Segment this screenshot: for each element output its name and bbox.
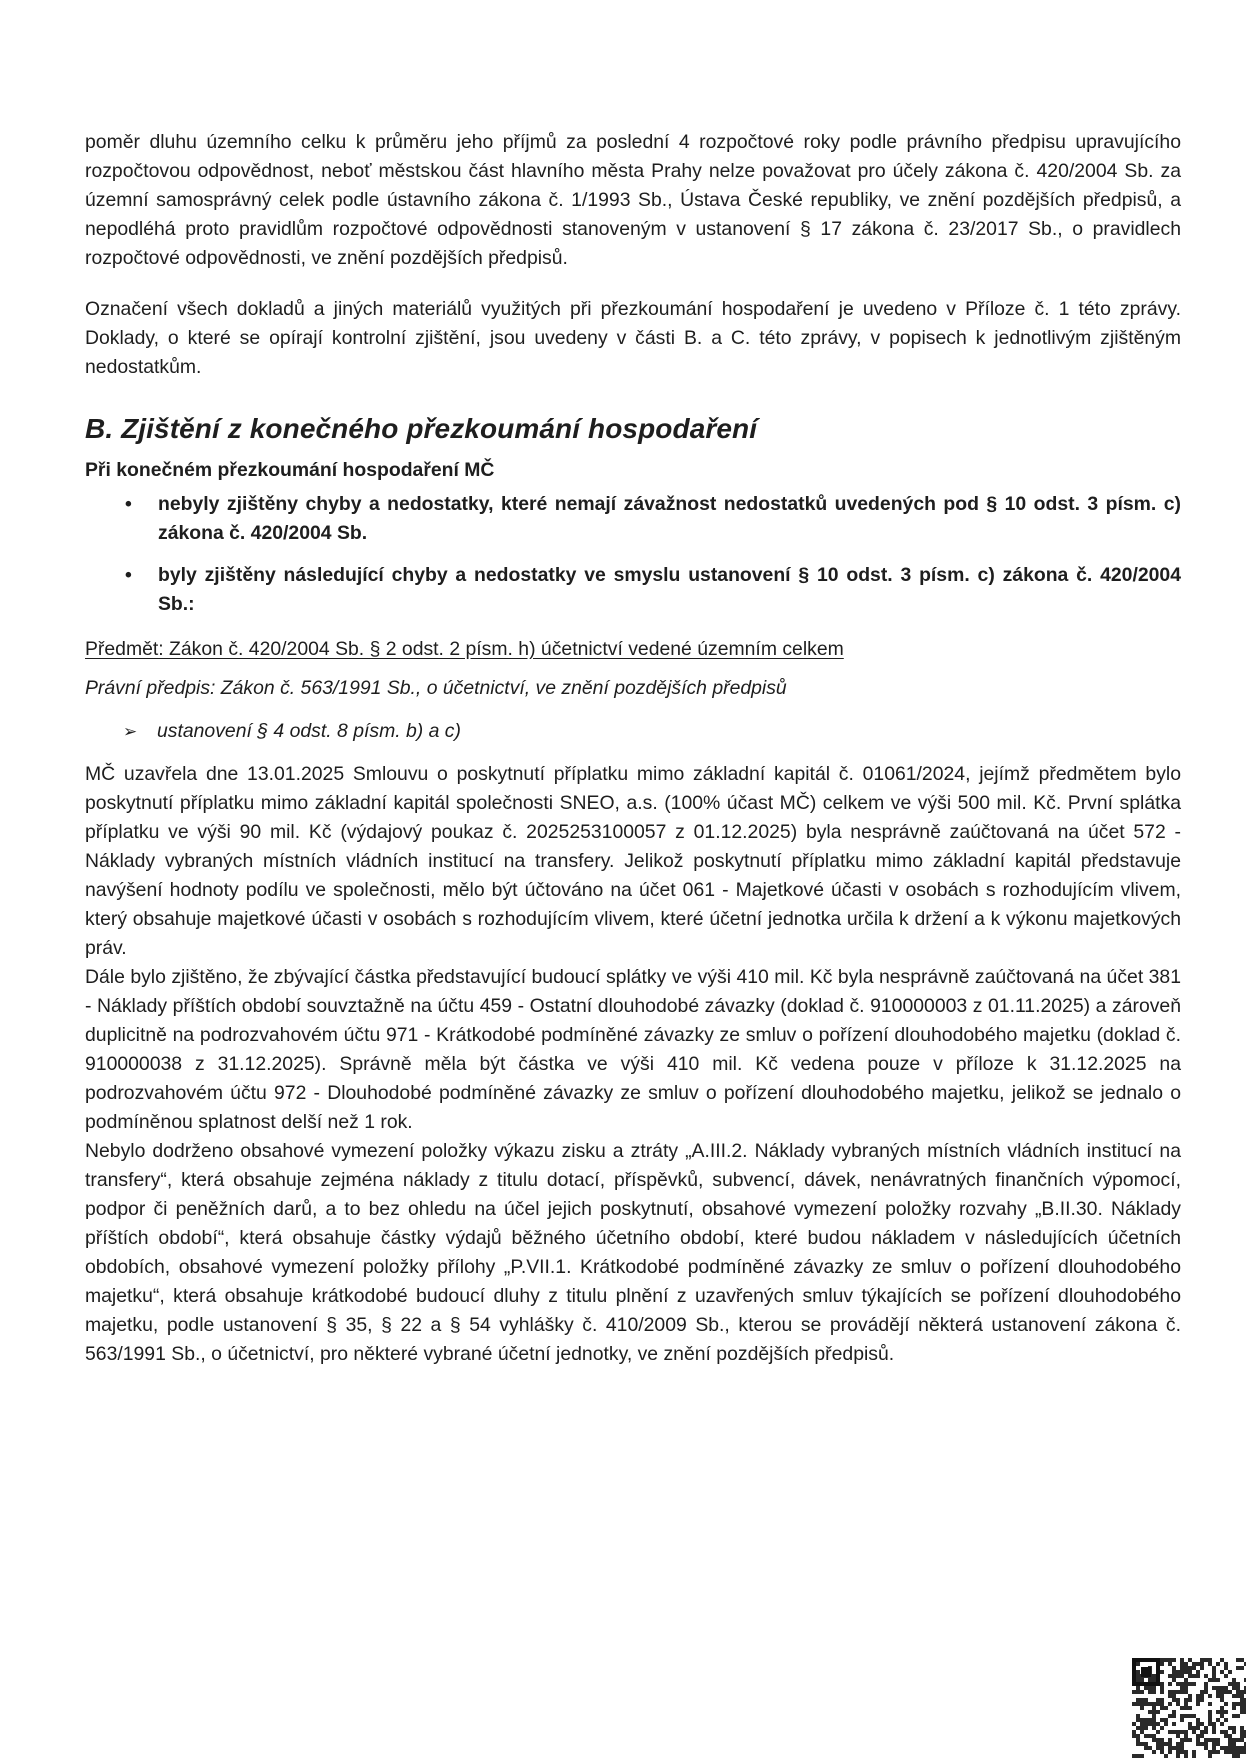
bullet-icon: •: [125, 564, 132, 586]
arrow-right-icon: ➢: [123, 722, 138, 741]
provision-item: [85, 717, 1181, 746]
document-page: [85, 128, 1181, 1369]
intro-paragraph: poměr dluhu územního celku k průměru jeho příjmů za poslední 4 rozpočtové roky podle právního předpisu upravujícího rozpočtovou odpovědnost, neboť městskou část hlavního města Prahy nelze považovat pro účely zákona č. 420/2004 Sb. za územní samosprávný celek podle ústavního zákona č. 1/1993 Sb., Ústava České republiky, ve znění pozdějších předpisů, a nepodléhá proto pravidlům rozpočtové odpovědnosti stanoveným v ustanovení § 17 zákona č. 23/2017 Sb., o pravidlech rozpočtové odpovědnosti, ve znění pozdějších předpisů.: [85, 131, 1181, 269]
list-item-text: nebyly zjištěny chyby a nedostatky, které nemají závažnost nedostatků uvedených pod § 10 odst. 3 písm. c) zákona č. 420/2004 Sb.: [158, 493, 1181, 544]
finding-paragraph: MČ uzavřela dne 13.01.2025 Smlouvu o poskytnutí příplatku mimo základní kapitál č. 01061/2024, jejímž předmětem bylo poskytnutí příplatku mimo základní kapitál společnosti SNEO, a.s. (100% účast MČ) celkem ve výši 500 mil. Kč. První splátka příplatku ve výši 90 mil. Kč (výdajový poukaz č. 2025253100057 z 01.12.2025) byla nesprávně zaúčtovaná na účet 572 - Náklady vybraných místních vládních institucí na transfery. Jelikož poskytnutí příplatku mimo základní kapitál představuje navýšení hodnoty podílu ve společnosti, mělo být účtováno na účet 061 - Majetkové účasti v osobách s rozhodujícím vlivem, který obsahuje majetkové účasti v osobách s rozhodujícím vlivem, které účetní jednotka určila k držení a k výkonu majetkových práv.: [85, 763, 1181, 959]
list-item: [85, 561, 1181, 619]
subject-line: Předmět: Zákon č. 420/2004 Sb. § 2 odst. 2 písm. h) účetnictví vedené územním celkem: [85, 638, 844, 660]
list-item: [85, 490, 1181, 548]
findings-summary-list: [85, 490, 1181, 619]
bullet-icon: •: [125, 493, 132, 515]
finding-paragraph: Nebylo dodrženo obsahové vymezení položky výkazu zisku a ztráty „A.III.2. Náklady vybraných místních vládních institucí na transfery“, která obsahuje zejména náklady z titulu dotací, příspěvků, subvencí, dávek, nenávratných finančních výpomocí, podpor či peněžních darů, a to bez ohledu na účel jejich poskytnutí, obsahové vymezení položky rozvahy „B.II.30. Náklady příštích období“, která obsahuje částky výdajů běžného účetního období, které budou nákladem v následujících účetních obdobích, obsahové vymezení položky přílohy „P.VII.1. Krátkodobé podmíněné závazky ze smluv o pořízení dlouhodobého majetku“, která obsahuje krátkodobé budoucí dluhy z titulu plnění z uzavřených smluv týkajících se pořízení dlouhodobého majetku, podle ustanovení § 35, § 22 a § 54 vyhlášky č. 410/2009 Sb., kterou se provádějí některá ustanovení zákona č. 563/1991 Sb., o účetnictví, pro některé vybrané účetní jednotky, ve znění pozdějších předpisů.: [85, 1140, 1181, 1365]
documents-paragraph: Označení všech dokladů a jiných materiálů využitých při přezkoumání hospodaření je uvedeno v Příloze č. 1 této zprávy. Doklady, o které se opírají kontrolní zjištění, jsou uvedeny v části B. a C. této zprávy, v popisech k jednotlivým zjištěným nedostatkům.: [85, 298, 1181, 378]
list-item-text: byly zjištěny následující chyby a nedostatky ve smyslu ustanovení § 10 odst. 3 písm. c) zákona č. 420/2004 Sb.:: [158, 564, 1181, 615]
qr-code-icon: [1132, 1658, 1246, 1758]
finding-paragraph: Dále bylo zjištěno, že zbývající částka představující budoucí splátky ve výši 410 mil. Kč byla nesprávně zaúčtovaná na účet 381 - Náklady příštích období souvztažně na účtu 459 - Ostatní dlouhodobé závazky (doklad č. 910000003 z 01.11.2025) a zároveň duplicitně na podrozvahovém účtu 971 - Krátkodobé podmíněné závazky ze smluv o pořízení dlouhodobého majetku (doklad č. 910000038 z 31.12.2025). Správně měla být částka ve výši 410 mil. Kč vedena pouze v příloze k 31.12.2025 na podrozvahovém účtu 972 - Dlouhodobé podmíněné závazky ze smluv o pořízení dlouhodobého majetku, jelikož se jednalo o podmíněnou splatnost delší než 1 rok.: [85, 966, 1181, 1133]
section-b-lead: Při konečném přezkoumání hospodaření MČ: [85, 459, 495, 481]
section-b-heading: B. Zjištění z konečného přezkoumání hospodaření: [85, 413, 758, 444]
legal-regulation-line: Právní předpis: Zákon č. 563/1991 Sb., o účetnictví, ve znění pozdějších předpisů: [85, 677, 787, 699]
provision-text: ustanovení § 4 odst. 8 písm. b) a c): [157, 720, 461, 742]
